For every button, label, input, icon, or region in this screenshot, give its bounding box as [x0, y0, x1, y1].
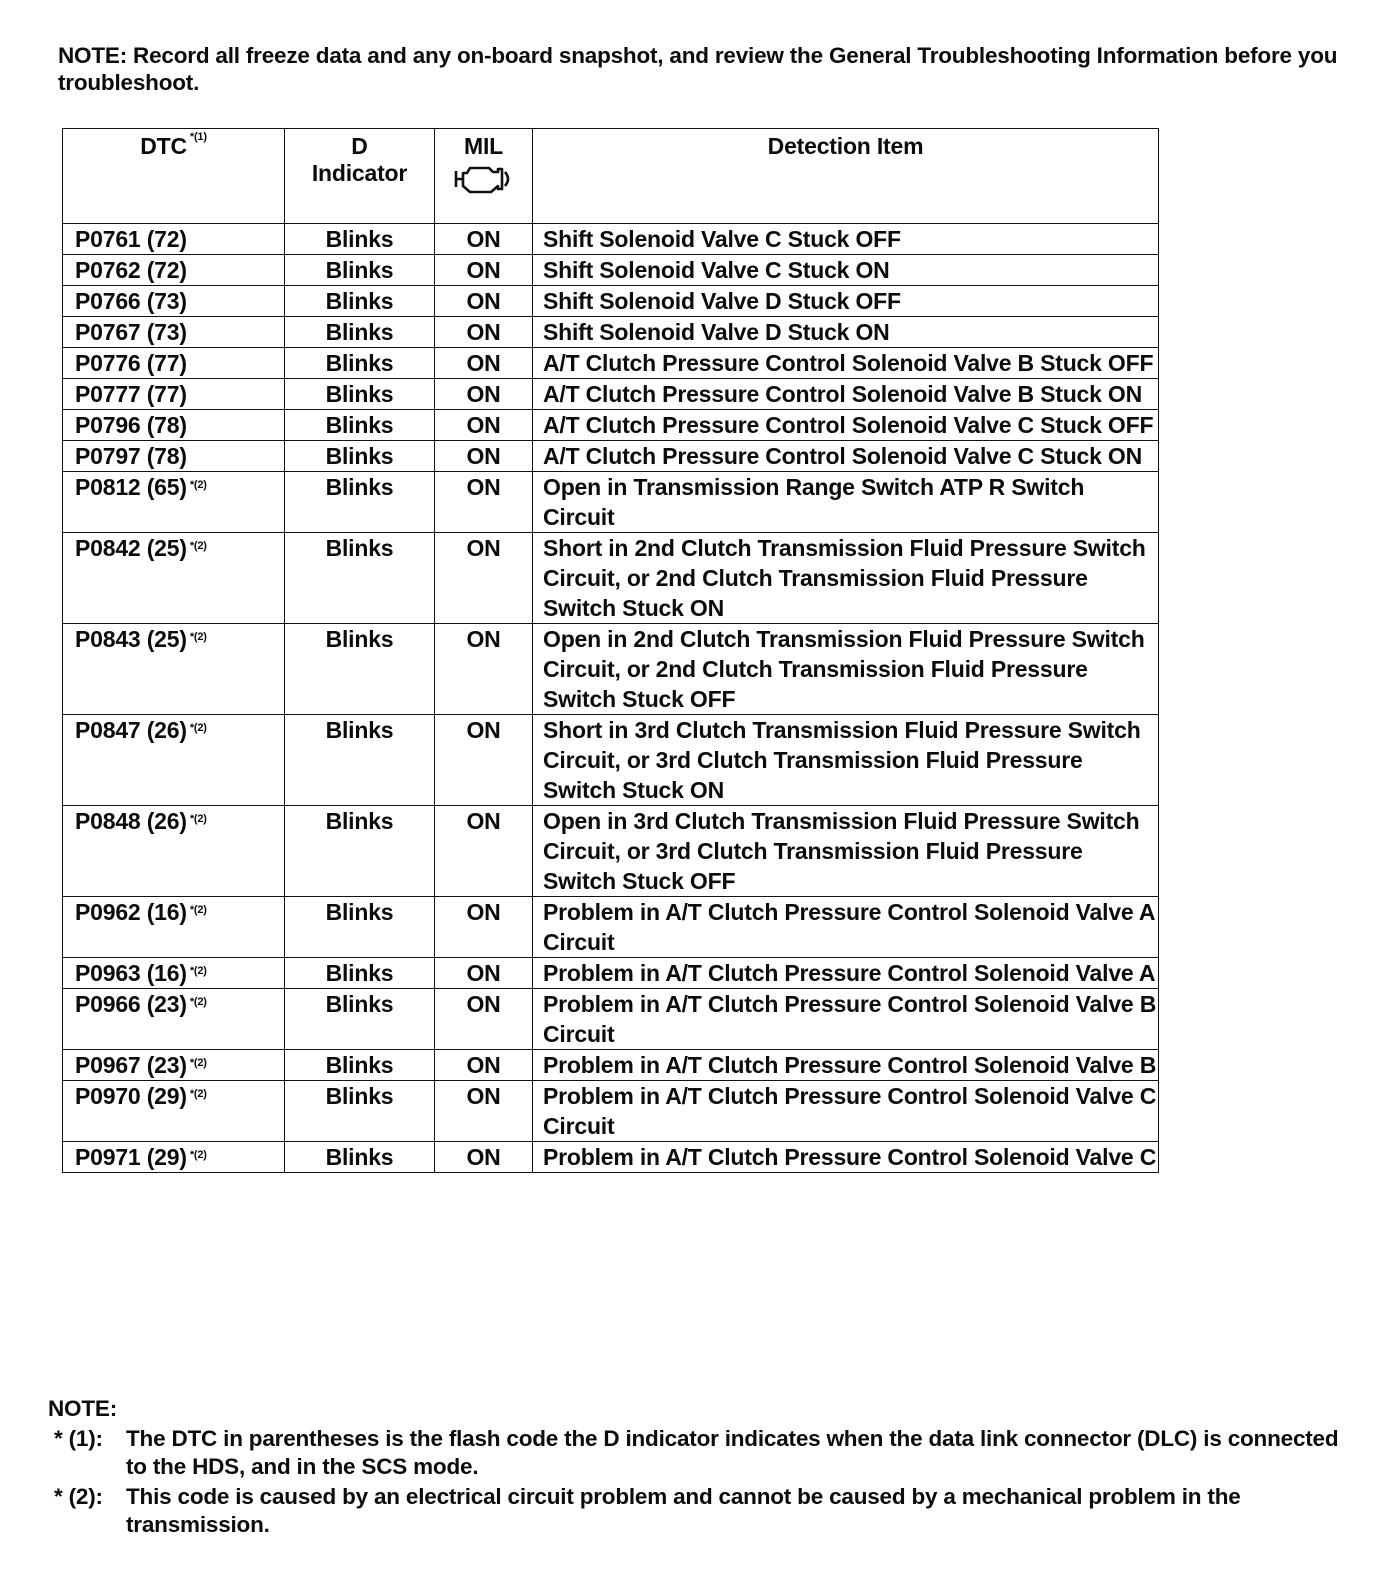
dtc-cell — [63, 224, 285, 255]
dtc-footnote-mark: *(2) — [189, 722, 207, 734]
mil-cell: ON — [435, 410, 533, 441]
mil-cell: ON — [435, 958, 533, 989]
detection-item-cell: Shift Solenoid Valve C Stuck ON — [533, 255, 1159, 286]
footnote-2-mark: * (2): — [54, 1484, 103, 1509]
table-row — [63, 286, 1159, 317]
intro-note: NOTE: Record all freeze data and any on-board snapshot, and review the General Troubleshooting Information before you troubleshoot. — [58, 43, 1338, 95]
table-row — [63, 472, 1159, 533]
dtc-code: P0848 (26) — [75, 808, 187, 834]
dtc-code: P0762 (72) — [75, 257, 187, 283]
detection-item-cell: A/T Clutch Pressure Control Solenoid Valve C Stuck OFF — [533, 410, 1159, 441]
header-mil — [435, 129, 533, 224]
footnote-1-mark: * (1): — [54, 1426, 103, 1451]
detection-item-cell: Shift Solenoid Valve D Stuck OFF — [533, 286, 1159, 317]
header-dtc-label: DTC — [140, 133, 187, 159]
detection-item-cell: A/T Clutch Pressure Control Solenoid Valve B Stuck ON — [533, 379, 1159, 410]
dtc-footnote-mark: *(2) — [189, 965, 207, 977]
dtc-code: P0967 (23) — [75, 1052, 187, 1078]
dtc-code: P0796 (78) — [75, 412, 187, 438]
table-row — [63, 255, 1159, 286]
mil-cell: ON — [435, 1050, 533, 1081]
dtc-code: P0970 (29) — [75, 1083, 187, 1109]
dtc-footnote-mark: *(2) — [189, 631, 207, 643]
dtc-footnote-mark: *(2) — [189, 1088, 207, 1100]
dtc-cell — [63, 441, 285, 472]
d-indicator-cell: Blinks — [285, 806, 435, 897]
dtc-cell — [63, 989, 285, 1050]
dtc-cell — [63, 1142, 285, 1173]
dtc-code: P0962 (16) — [75, 899, 187, 925]
mil-cell: ON — [435, 624, 533, 715]
dtc-code: P0843 (25) — [75, 626, 187, 652]
header-dtc-footnote-mark: *(1) — [189, 131, 207, 143]
footnote-1 — [48, 1425, 1348, 1481]
footnote-1-text: The DTC in parentheses is the flash code the D indicator indicates when the data link connector (DLC) is connected to the HDS, and in the SCS mode. — [126, 1426, 1339, 1479]
mil-cell: ON — [435, 224, 533, 255]
mil-cell: ON — [435, 533, 533, 624]
dtc-code: P0776 (77) — [75, 350, 187, 376]
dtc-footnote-mark: *(2) — [189, 996, 207, 1008]
mil-cell: ON — [435, 255, 533, 286]
d-indicator-cell: Blinks — [285, 989, 435, 1050]
d-indicator-cell: Blinks — [285, 224, 435, 255]
d-indicator-cell: Blinks — [285, 255, 435, 286]
detection-item-cell: Open in Transmission Range Switch ATP R Switch Circuit — [533, 472, 1159, 533]
table-row — [63, 715, 1159, 806]
dtc-cell — [63, 897, 285, 958]
detection-item-cell: Problem in A/T Clutch Pressure Control Solenoid Valve B — [533, 1050, 1159, 1081]
dtc-code: P0971 (29) — [75, 1144, 187, 1170]
dtc-cell — [63, 472, 285, 533]
dtc-footnote-mark: *(2) — [189, 479, 207, 491]
dtc-cell — [63, 348, 285, 379]
dtc-code: P0966 (23) — [75, 991, 187, 1017]
dtc-cell — [63, 1081, 285, 1142]
detection-item-cell: Problem in A/T Clutch Pressure Control Solenoid Valve C — [533, 1142, 1159, 1173]
engine-check-icon — [453, 161, 515, 197]
dtc-code: P0797 (78) — [75, 443, 187, 469]
table-row — [63, 533, 1159, 624]
header-d-indicator-line2: Indicator — [311, 160, 408, 186]
mil-cell: ON — [435, 472, 533, 533]
table-row — [63, 441, 1159, 472]
d-indicator-cell: Blinks — [285, 958, 435, 989]
dtc-code: P0767 (73) — [75, 319, 187, 345]
detection-item-cell: A/T Clutch Pressure Control Solenoid Valve C Stuck ON — [533, 441, 1159, 472]
d-indicator-cell: Blinks — [285, 379, 435, 410]
table-row — [63, 1081, 1159, 1142]
dtc-cell — [63, 255, 285, 286]
dtc-code: P0842 (25) — [75, 535, 187, 561]
footnote-2 — [48, 1483, 1348, 1539]
d-indicator-cell: Blinks — [285, 410, 435, 441]
table-row — [63, 1142, 1159, 1173]
mil-cell: ON — [435, 715, 533, 806]
table-row — [63, 989, 1159, 1050]
table-row — [63, 317, 1159, 348]
d-indicator-cell: Blinks — [285, 1081, 435, 1142]
d-indicator-cell: Blinks — [285, 897, 435, 958]
dtc-footnote-mark: *(2) — [189, 1149, 207, 1161]
table-row — [63, 348, 1159, 379]
header-d-indicator — [285, 129, 435, 224]
dtc-code: P0812 (65) — [75, 474, 187, 500]
mil-cell: ON — [435, 317, 533, 348]
mil-cell: ON — [435, 897, 533, 958]
header-dtc — [63, 129, 285, 224]
header-d-indicator-line1: D — [351, 133, 368, 159]
detection-item-cell: Open in 2nd Clutch Transmission Fluid Pressure Switch Circuit, or 2nd Clutch Transmission Fluid Pressure Switch Stuck OFF — [533, 624, 1159, 715]
table-row — [63, 224, 1159, 255]
dtc-cell — [63, 533, 285, 624]
dtc-table — [62, 128, 1159, 1173]
header-detection-item: Detection Item — [533, 129, 1159, 224]
dtc-cell — [63, 379, 285, 410]
mil-cell: ON — [435, 1081, 533, 1142]
table-row — [63, 379, 1159, 410]
dtc-code: P0963 (16) — [75, 960, 187, 986]
d-indicator-cell: Blinks — [285, 1142, 435, 1173]
footnote-2-text: This code is caused by an electrical circuit problem and cannot be caused by a mechanical problem in the transmission. — [126, 1484, 1241, 1537]
detection-item-cell: Shift Solenoid Valve D Stuck ON — [533, 317, 1159, 348]
dtc-cell — [63, 806, 285, 897]
dtc-code: P0761 (72) — [75, 226, 187, 252]
dtc-footnote-mark: *(2) — [189, 540, 207, 552]
d-indicator-cell: Blinks — [285, 533, 435, 624]
d-indicator-cell: Blinks — [285, 1050, 435, 1081]
d-indicator-cell: Blinks — [285, 317, 435, 348]
mil-cell: ON — [435, 1142, 533, 1173]
dtc-cell — [63, 624, 285, 715]
detection-item-cell: Shift Solenoid Valve C Stuck OFF — [533, 224, 1159, 255]
detection-item-cell: Problem in A/T Clutch Pressure Control Solenoid Valve A Circuit — [533, 897, 1159, 958]
table-row — [63, 624, 1159, 715]
dtc-cell — [63, 958, 285, 989]
mil-cell: ON — [435, 286, 533, 317]
detection-item-cell: Problem in A/T Clutch Pressure Control Solenoid Valve C Circuit — [533, 1081, 1159, 1142]
detection-item-cell: Problem in A/T Clutch Pressure Control Solenoid Valve A — [533, 958, 1159, 989]
detection-item-cell: Problem in A/T Clutch Pressure Control Solenoid Valve B Circuit — [533, 989, 1159, 1050]
footnotes — [48, 1395, 1348, 1539]
dtc-cell — [63, 286, 285, 317]
detection-item-cell: Open in 3rd Clutch Transmission Fluid Pressure Switch Circuit, or 3rd Clutch Transmission Fluid Pressure Switch Stuck OFF — [533, 806, 1159, 897]
d-indicator-cell: Blinks — [285, 286, 435, 317]
dtc-code: P0847 (26) — [75, 717, 187, 743]
dtc-cell — [63, 1050, 285, 1081]
header-mil-label: MIL — [464, 133, 503, 159]
dtc-code: P0777 (77) — [75, 381, 187, 407]
mil-cell: ON — [435, 441, 533, 472]
table-row — [63, 806, 1159, 897]
dtc-code: P0766 (73) — [75, 288, 187, 314]
d-indicator-cell: Blinks — [285, 715, 435, 806]
mil-cell: ON — [435, 806, 533, 897]
d-indicator-cell: Blinks — [285, 441, 435, 472]
table-row — [63, 1050, 1159, 1081]
dtc-footnote-mark: *(2) — [189, 1057, 207, 1069]
dtc-cell — [63, 410, 285, 441]
mil-cell: ON — [435, 348, 533, 379]
dtc-cell — [63, 317, 285, 348]
dtc-footnote-mark: *(2) — [189, 904, 207, 916]
table-row — [63, 958, 1159, 989]
dtc-footnote-mark: *(2) — [189, 813, 207, 825]
d-indicator-cell: Blinks — [285, 348, 435, 379]
mil-cell: ON — [435, 379, 533, 410]
table-header-row — [63, 129, 1159, 224]
d-indicator-cell: Blinks — [285, 472, 435, 533]
mil-cell: ON — [435, 989, 533, 1050]
detection-item-cell: A/T Clutch Pressure Control Solenoid Valve B Stuck OFF — [533, 348, 1159, 379]
table-row — [63, 897, 1159, 958]
table-row — [63, 410, 1159, 441]
footnotes-title: NOTE: — [48, 1396, 117, 1421]
detection-item-cell: Short in 3rd Clutch Transmission Fluid Pressure Switch Circuit, or 3rd Clutch Transmission Fluid Pressure Switch Stuck ON — [533, 715, 1159, 806]
d-indicator-cell: Blinks — [285, 624, 435, 715]
dtc-cell — [63, 715, 285, 806]
detection-item-cell: Short in 2nd Clutch Transmission Fluid Pressure Switch Circuit, or 2nd Clutch Transmission Fluid Pressure Switch Stuck ON — [533, 533, 1159, 624]
